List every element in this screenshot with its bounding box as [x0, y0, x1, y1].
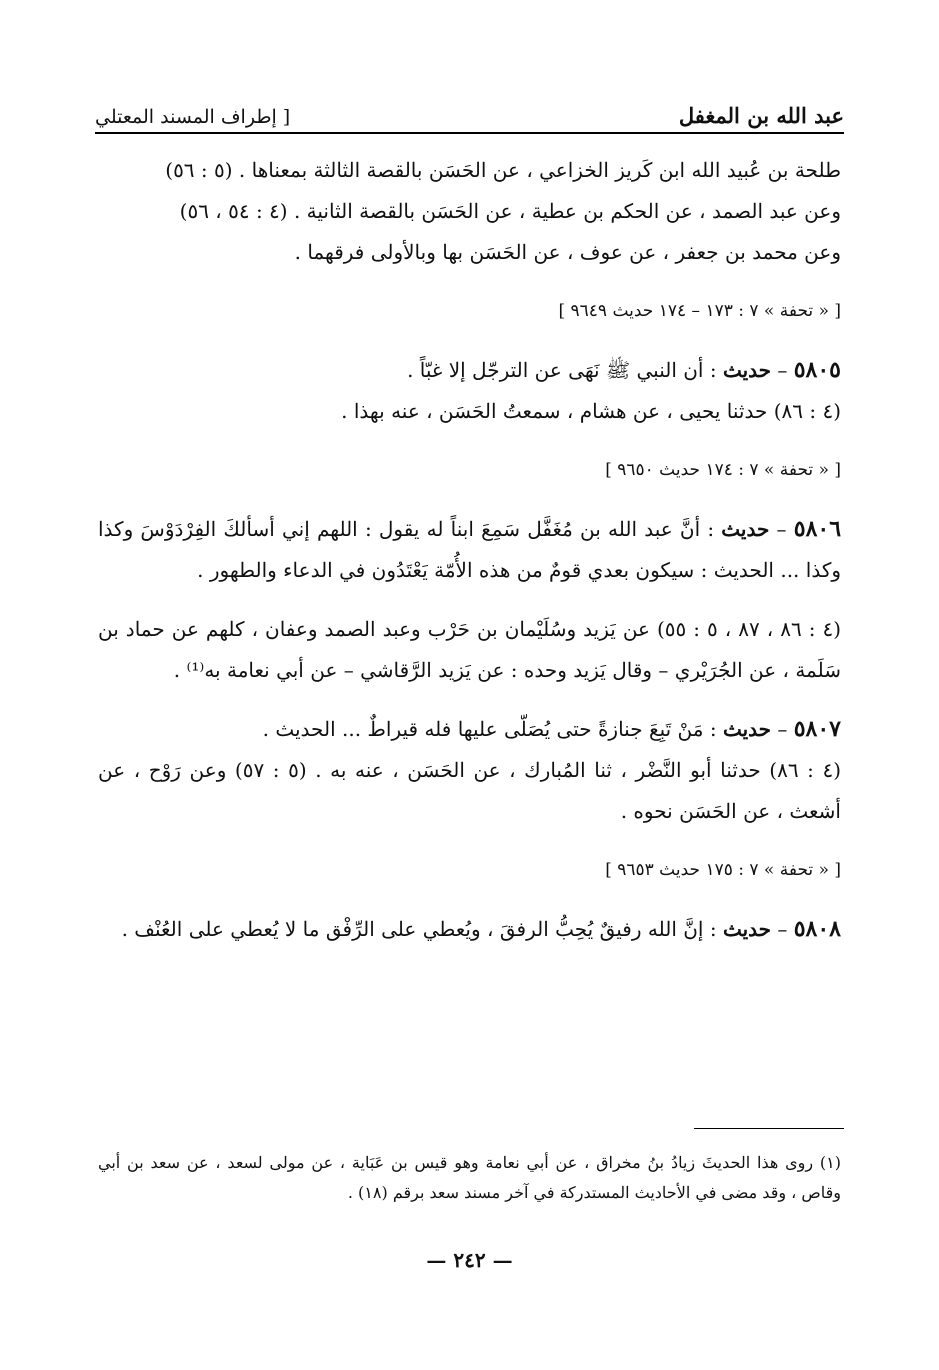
- hadith-text: : أن النبي ﷺ نَهَى عن الترجّل إلا غبّاً .: [407, 358, 723, 382]
- hadith-label: حديث: [722, 358, 772, 382]
- hadith-label: حديث: [722, 717, 772, 741]
- hadith-5806: ٥٨٠٦ – حديث : أنَّ عبد الله بن مُغَفَّل سَمِعَ ابناً له يقول : اللهم إني أسألكَ الفِرْدَوْسَ وكذا وكذا ... الحديث : سيكون بعدي قومٌ من هذه الأُمّة يَعْتَدُون في الدعاء والطهور .: [98, 516, 842, 582]
- hadith-text: : أنَّ عبد الله بن مُغَفَّل سَمِعَ ابناً له يقول : اللهم إني أسألكَ الفِرْدَوْسَ وكذا وكذا ... الحديث : سيكون بعدي قومٌ من هذه الأُمّة يَعْتَدُون في الدعاء والطهور .: [98, 517, 841, 582]
- hadith-text: : مَنْ تَبِعَ جنازةً حتى يُصَلّى عليها فله قيراطٌ ... الحديث .: [262, 717, 723, 741]
- hadith-chain: (٤ : ٨٦) حدثنا أبو النَّضْر ، ثنا المُبارك ، عن الحَسَن ، عنه به . (٥ : ٥٧) وعن رَوْح ، عن أشعث ، عن الحَسَن نحوه .: [98, 758, 842, 823]
- text-line: وعن عبد الصمد ، عن الحكم بن عطية ، عن الحَسَن بالقصة الثانية . (٤ : ٥٤ ، ٥٦): [179, 199, 841, 223]
- hadith-label: حديث: [722, 917, 772, 941]
- header-section-title: عبد الله بن المغفل: [678, 103, 844, 128]
- tuhfa-reference: [ « تحفة » ٧ : ١٧٥ حديث ٩٦٥٣ ]: [605, 860, 841, 880]
- hadith-number: ٥٨٠٧: [793, 716, 841, 742]
- footnote: [98, 1148, 841, 1208]
- hadith-chain: (٤ : ٨٦) حدثنا يحيى ، عن هشام ، سمعتُ الحَسَن ، عنه بهذا .: [341, 399, 841, 423]
- hadith-5807: ٥٨٠٧ – حديث : مَنْ تَبِعَ جنازةً حتى يُصَلّى عليها فله قيراطٌ ... الحديث .: [262, 716, 841, 742]
- tuhfa-reference: [ « تحفة » ٧ : ١٧٣ – ١٧٤ حديث ٩٦٤٩ ]: [558, 301, 841, 321]
- footnote-divider: [694, 1128, 844, 1129]
- text-line: طلحة بن عُبيد الله ابن كَريز الخزاعي ، عن الحَسَن بالقصة الثالثة بمعناها . (٥ : ٥٦): [165, 158, 841, 182]
- header-book-title: [ إطراف المسند المعتلي: [95, 106, 291, 128]
- footnote-text: (١) روى هذا الحديثَ زيادُ بنُ مخراق ، عن أبي نعامة وهو قيس بن عَبَاية ، عن مولى لسعد ، عن سعد بن أبي وقاص ، وقد مضى في الأحاديث المستدركة في آخر مسند سعد برقم (١٨) .: [98, 1153, 841, 1202]
- running-header: [95, 88, 844, 134]
- hadith-number: ٥٨٠٥: [793, 357, 841, 383]
- hadith-text: : إنَّ الله رفيقٌ يُحِبُّ الرفقَ ، ويُعطي على الرِّفْق ما لا يُعطي على العُنْف .: [121, 917, 723, 941]
- tuhfa-reference: [ « تحفة » ٧ : ١٧٤ حديث ٩٦٥٠ ]: [605, 460, 841, 480]
- text-line: وعن محمد بن جعفر ، عن عوف ، عن الحَسَن بها وبالأولى فرقهما .: [294, 240, 841, 264]
- hadith-label: حديث: [721, 517, 770, 541]
- page-body: [98, 150, 841, 950]
- hadith-5808: ٥٨٠٨ – حديث : إنَّ الله رفيقٌ يُحِبُّ الرفقَ ، ويُعطي على الرِّفْق ما لا يُعطي على العُنْف .: [121, 916, 841, 942]
- page-number: — ٢٤٢ —: [426, 1248, 513, 1272]
- hadith-number: ٥٨٠٨: [793, 916, 841, 942]
- hadith-chain: (٤ : ٨٦ ، ٨٧ ، ٥ : ٥٥) عن يَزيد وسُلَيْمان بن حَرْب وعبد الصمد وعفان ، كلهم عن حماد بن سَلَمة ، عن الجُرَيْري – وقال يَزيد وحده : عن يَزيد الرَّقاشي – عن أبي نعامة به⁽¹⁾ .: [98, 617, 841, 682]
- hadith-5805: ٥٨٠٥ – حديث : أن النبي ﷺ نَهَى عن الترجّل إلا غبّاً .: [407, 357, 841, 383]
- hadith-number: ٥٨٠٦: [793, 516, 842, 542]
